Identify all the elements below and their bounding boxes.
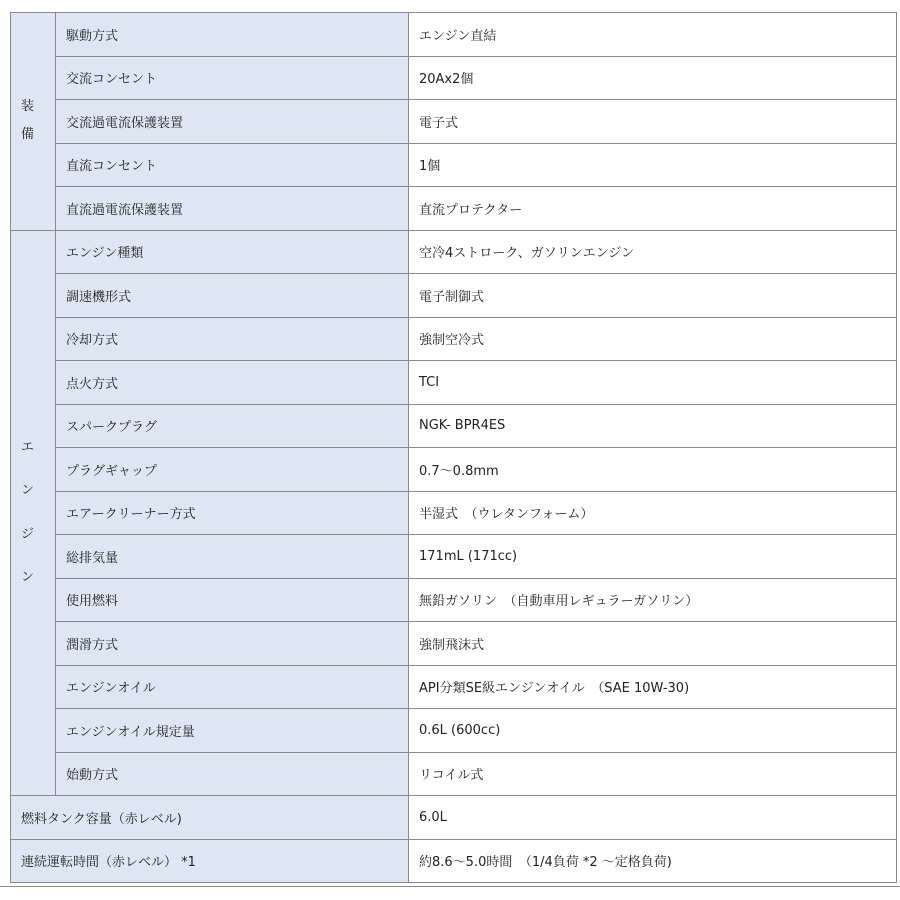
spec-label: 総排気量	[56, 535, 409, 579]
spec-label: スパークプラグ	[56, 404, 409, 448]
spec-label: 燃料タンク容量（赤レベル)	[11, 796, 409, 840]
spec-value: リコイル式	[409, 752, 897, 796]
table-row	[11, 448, 897, 492]
spec-value: 約8.6～5.0時間 （1/4負荷 *2 ～定格負荷)	[409, 839, 897, 883]
spec-label: 調速機形式	[56, 274, 409, 318]
table-row	[11, 274, 897, 318]
category-engine	[11, 230, 56, 796]
spec-value: エンジン直結	[409, 13, 897, 57]
table-row	[11, 578, 897, 622]
table-row	[11, 665, 897, 709]
table-row	[11, 535, 897, 579]
spec-label: エンジン種類	[56, 230, 409, 274]
table-row	[11, 622, 897, 666]
table-row	[11, 13, 897, 57]
spec-label: 始動方式	[56, 752, 409, 796]
spec-label: 使用燃料	[56, 578, 409, 622]
spec-label: 駆動方式	[56, 13, 409, 57]
spec-label: エンジンオイル規定量	[56, 709, 409, 753]
table-row	[11, 143, 897, 187]
spec-value: 0.6L (600cc)	[409, 709, 897, 753]
spec-value: 0.7～0.8mm	[409, 448, 897, 492]
table-row	[11, 230, 897, 274]
spec-value: 171mL (171cc)	[409, 535, 897, 579]
spec-value: TCI	[409, 361, 897, 405]
spec-label: プラグギャップ	[56, 448, 409, 492]
table-row	[11, 56, 897, 100]
table-row	[11, 361, 897, 405]
table-row	[11, 796, 897, 840]
category-char: 装	[21, 99, 35, 115]
table-row	[11, 491, 897, 535]
spec-value: 20Ax2個	[409, 56, 897, 100]
spec-value: 強制飛沫式	[409, 622, 897, 666]
table-row	[11, 100, 897, 144]
spec-value: 1個	[409, 143, 897, 187]
spec-label: エアークリーナー方式	[56, 491, 409, 535]
spec-label: 直流過電流保護装置	[56, 187, 409, 231]
spec-value: 半湿式 （ウレタンフォーム）	[409, 491, 897, 535]
bottom-divider	[0, 886, 900, 887]
category-char: ン	[21, 570, 35, 586]
category-equipment	[11, 13, 56, 231]
spec-table	[10, 12, 897, 883]
spec-label: 交流コンセント	[56, 56, 409, 100]
spec-value: API分類SE級エンジンオイル （SAE 10W-30)	[409, 665, 897, 709]
spec-value: 直流プロテクター	[409, 187, 897, 231]
spec-value: 強制空冷式	[409, 317, 897, 361]
spec-label: 連続運転時間（赤レベル） *1	[11, 839, 409, 883]
table-row	[11, 839, 897, 883]
category-char: ン	[21, 483, 35, 499]
category-char: ジ	[21, 526, 35, 542]
spec-value: NGK- BPR4ES	[409, 404, 897, 448]
category-char: エ	[21, 439, 35, 455]
spec-value: 無鉛ガソリン （自動車用レギュラーガソリン）	[409, 578, 897, 622]
spec-label: 点火方式	[56, 361, 409, 405]
spec-label: 直流コンセント	[56, 143, 409, 187]
table-row	[11, 404, 897, 448]
spec-label: 交流過電流保護装置	[56, 100, 409, 144]
spec-value: 空冷4ストローク、ガソリンエンジン	[409, 230, 897, 274]
table-row	[11, 709, 897, 753]
spec-label: 冷却方式	[56, 317, 409, 361]
spec-value: 電子制御式	[409, 274, 897, 318]
spec-value: 6.0L	[409, 796, 897, 840]
spec-label: エンジンオイル	[56, 665, 409, 709]
spec-value: 電子式	[409, 100, 897, 144]
category-char: 備	[21, 127, 35, 143]
table-row	[11, 752, 897, 796]
spec-label: 潤滑方式	[56, 622, 409, 666]
table-row	[11, 317, 897, 361]
table-row	[11, 187, 897, 231]
